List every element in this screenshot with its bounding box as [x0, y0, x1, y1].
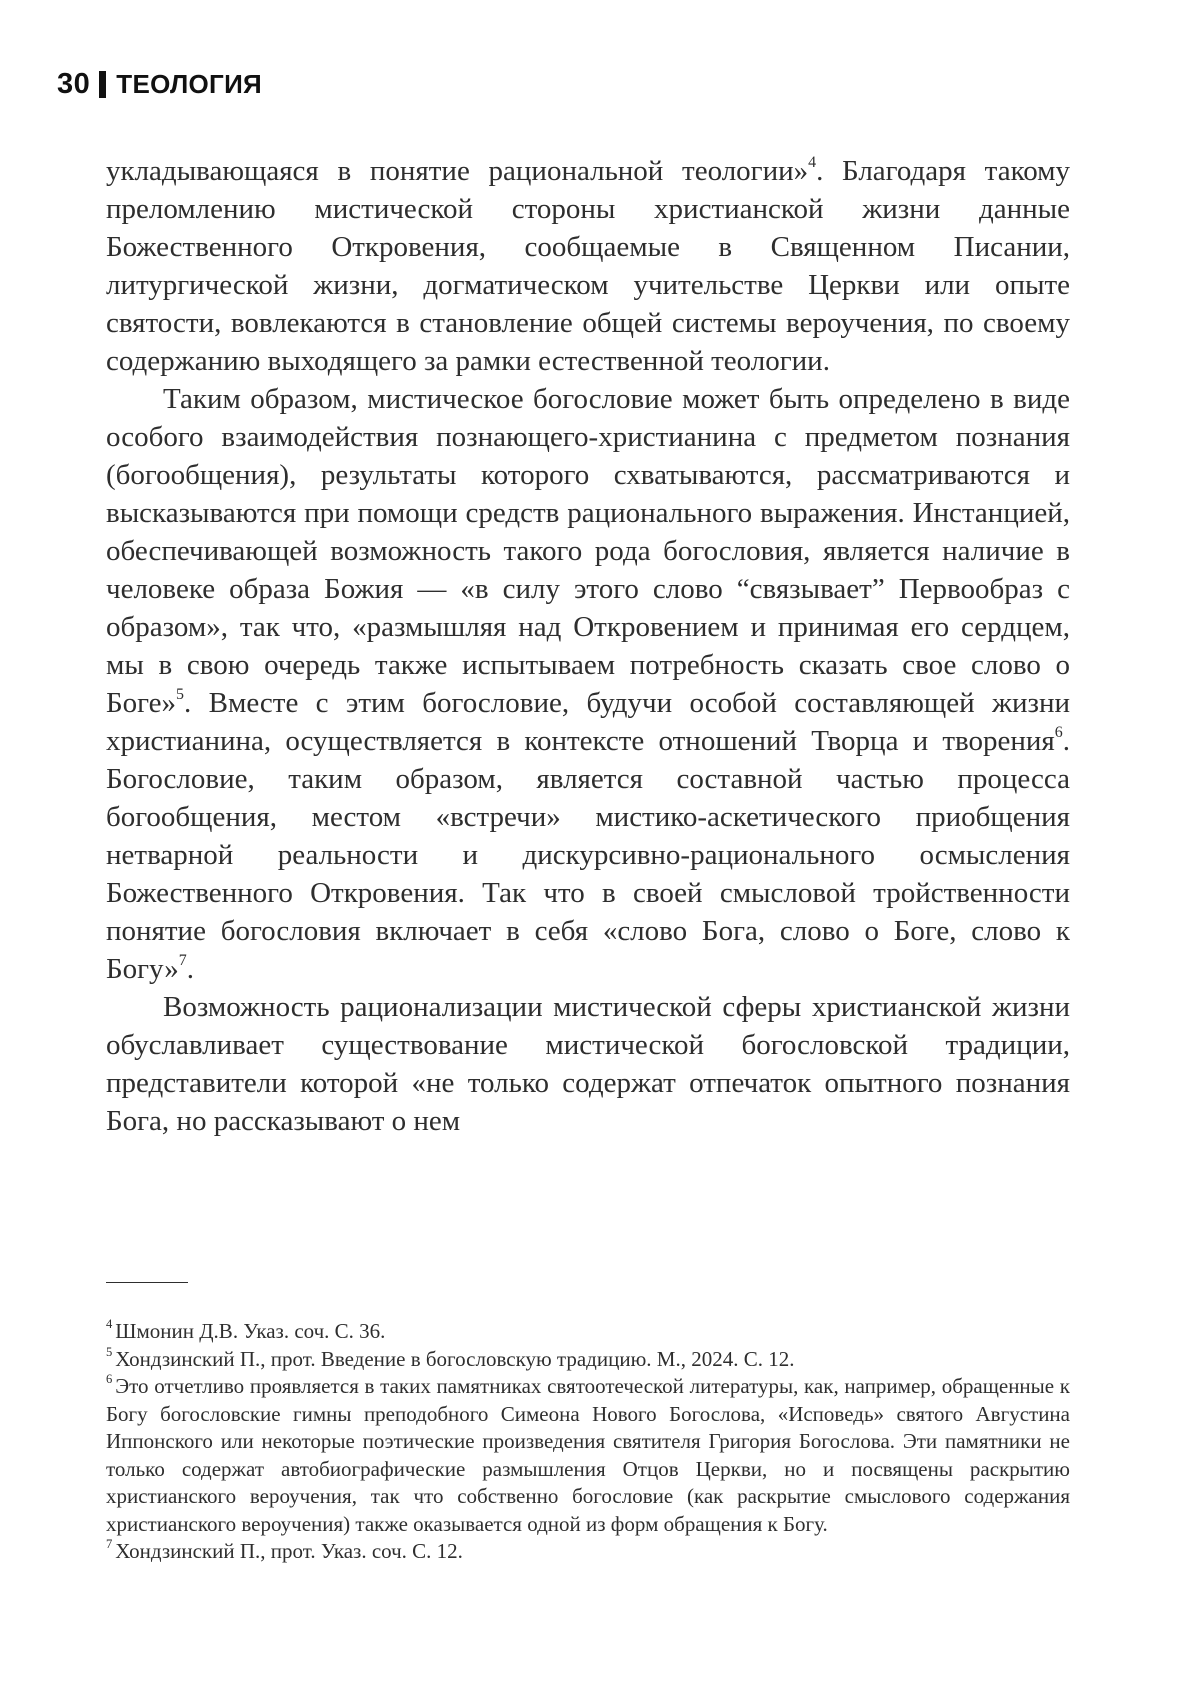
footnote-ref-5[interactable]: 5	[176, 685, 185, 703]
footnotes	[106, 1318, 1070, 1566]
footnote-number: 6	[106, 1372, 113, 1387]
paragraph-2-part2: . Вместе с этим богословие, будучи особой составляющей жизни христианина, осуществляется в контексте отношений Творца и творения	[106, 687, 1070, 757]
main-text	[106, 152, 1070, 1140]
paragraph-2	[106, 380, 1070, 988]
footnote-number: 4	[106, 1317, 113, 1332]
footnote-ref-6[interactable]: 6	[1054, 723, 1063, 741]
footnote-number: 5	[106, 1344, 113, 1359]
paragraph-1-part1: укладывающаяся в понятие рациональной теологии»	[106, 155, 809, 187]
footnote-ref-7[interactable]: 7	[178, 951, 187, 969]
footnote-text: Хондзинский П., прот. Указ. соч. С. 12.	[115, 1539, 463, 1563]
footnote-6	[106, 1373, 1070, 1538]
footnote-ref-4[interactable]: 4	[808, 153, 817, 171]
section-title: ТЕОЛОГИЯ	[116, 68, 263, 99]
footnote-7	[106, 1538, 1070, 1566]
footnote-text: Хондзинский П., прот. Введение в богословскую традицию. М., 2024. С. 12.	[115, 1346, 795, 1371]
running-head	[57, 64, 262, 104]
footnote-4	[106, 1318, 1070, 1346]
paragraph-2-part4: .	[186, 953, 194, 985]
paragraph-1-part2: . Благодаря такому преломлению мистической стороны христианской жизни данные Божественного Откровения, сообщаемые в Священном Писании, литургической жизни, догматическом учительстве Церкви или опыте святости, вовлекаются в становление общей системы вероучения, по своему содержанию выходящего за рамки естественной теологии.	[106, 155, 1070, 377]
paragraph-2-part3: . Богословие, таким образом, является составной частью процесса богообщения, местом «встречи» мистико-аскетического приобщения нетварной реальности и дискурсивно-рационального осмысления Божественного Откровения. Так что в своей смысловой тройственности понятие богословия включает в себя «слово Бога, слово о Боге, слово к Богу»	[106, 725, 1070, 985]
paragraph-1	[106, 152, 1070, 380]
paragraph-2-part1: Таким образом, мистическое богословие может быть определено в виде особого взаимодействия познающего-христианина с предметом познания (богообщения), результаты которого схватываются, рассматриваются и высказываются при помощи средств рационального выражения. Инстанцией, обеспечивающей возможность такого рода богословия, является наличие в человеке образа Божия — «в силу этого слово “связывает” Первообраз с образом», так что, «размышляя над Откровением и принимая его сердцем, мы в свою очередь также испытываем потребность сказать свое слово о Боге»	[106, 383, 1070, 719]
footnote-number: 7	[106, 1537, 113, 1552]
footnote-5	[106, 1346, 1070, 1374]
footnote-text: Это отчетливо проявляется в таких памятниках святоотеческой литературы, как, например, обращенные к Богу богословские гимны преподобного Симеона Нового Богослова, «Исповедь» святого Августина Иппонского или некоторые поэтические произведения святителя Григория Богослова. Эти памятники не только содержат автобиографические размышления Отцов Церкви, но и посвящены раскрытию христианского вероучения, так что собственно богословие (как раскрытие смыслового содержания христианского вероучения) также оказывается одной из форм обращения к Богу.	[106, 1374, 1070, 1536]
paragraph-3: Возможность рационализации мистической сферы христианской жизни обуславливает существование мистической богословской традиции, представители которой «не только содержат отпечаток опытного познания Бога, но рассказывают о нем	[106, 991, 1070, 1137]
header-separator-bar	[99, 71, 106, 98]
page-number: 30	[57, 67, 91, 100]
footnote-separator	[106, 1282, 188, 1283]
footnote-text: Шмонин Д.В. Указ. соч. С. 36.	[115, 1319, 386, 1343]
